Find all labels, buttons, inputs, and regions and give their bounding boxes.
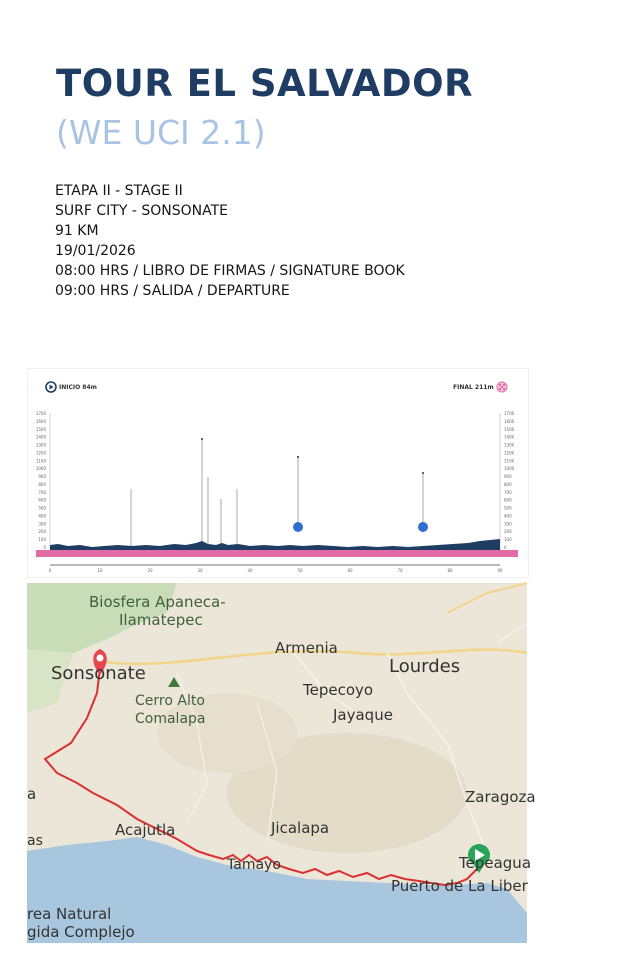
sprint-marker <box>418 522 428 532</box>
place-tamayo: Tamayo <box>227 857 281 873</box>
y-tick-label: 1100 <box>35 458 46 464</box>
place-comalapa: Comalapa <box>135 711 206 727</box>
y-tick-label: 1400 <box>35 434 46 440</box>
place-lourdes: Lourdes <box>389 656 461 677</box>
place-protegida: gida Complejo <box>27 923 135 941</box>
y-tick-label: 1200 <box>504 450 515 456</box>
y-tick-label: 500 <box>38 505 46 511</box>
signature-time: 08:00 HRS / LIBRO DE FIRMAS / SIGNATURE BOOK <box>55 263 405 279</box>
place-jayaque: Jayaque <box>333 706 393 724</box>
elevation-profile <box>27 368 529 578</box>
y-tick-label: 900 <box>38 474 46 480</box>
finish-flag-icon <box>497 382 507 392</box>
y-tick-label: 1000 <box>35 466 46 472</box>
x-tick-label: 50 <box>297 568 303 573</box>
stage-date: 19/01/2026 <box>55 243 136 259</box>
x-tick-label: 10 <box>97 568 103 573</box>
y-tick-label: 1300 <box>504 442 515 448</box>
y-tick-label: 0 <box>43 545 46 550</box>
x-tick-label: 80 <box>447 568 453 573</box>
profile-distance-band <box>36 550 518 557</box>
y-tick-label: 800 <box>38 481 46 487</box>
y-tick-label: 700 <box>38 489 46 495</box>
place-ilamatepec: Ilamatepec <box>119 611 203 629</box>
x-tick-label: 90 <box>497 568 503 573</box>
place-cerro-alto: Cerro Alto <box>135 693 205 709</box>
y-tick-label: 200 <box>38 529 46 535</box>
y-tick-label: 200 <box>504 529 512 535</box>
x-tick-label: 0 <box>48 568 52 573</box>
place-puerto-libertad: Puerto de La Liber <box>391 877 528 895</box>
y-tick-label: 600 <box>504 497 512 503</box>
y-tick-label: 300 <box>38 521 46 527</box>
y-tick-label: 100 <box>504 537 512 543</box>
y-tick-label: 1000 <box>504 466 515 472</box>
stage-distance: 91 KM <box>55 223 99 239</box>
y-tick-label: 0 <box>504 545 507 550</box>
x-tick-label: 30 <box>197 568 203 573</box>
place-jicalapa: Jicalapa <box>271 819 330 837</box>
y-tick-label: 1200 <box>35 450 46 456</box>
stage-info <box>55 181 405 301</box>
x-tick-label: 70 <box>397 568 403 573</box>
y-tick-label: 100 <box>38 537 46 543</box>
x-tick-label: 20 <box>147 568 153 573</box>
y-tick-label: 1500 <box>35 426 46 432</box>
y-tick-label: 400 <box>504 513 512 519</box>
x-tick-label: 40 <box>247 568 253 573</box>
elevation-profile-graphic <box>28 369 528 577</box>
place-tepecoyo: Tepecoyo <box>303 681 374 699</box>
x-tick-label: 60 <box>347 568 353 573</box>
departure-time: 09:00 HRS / SALIDA / DEPARTURE <box>55 283 290 299</box>
place-biosfera: Biosfera Apaneca- <box>89 593 226 611</box>
event-title: TOUR EL SALVADOR <box>56 62 474 105</box>
place-sonsonate: Sonsonate <box>51 663 146 684</box>
place-armenia: Armenia <box>275 639 338 657</box>
y-tick-label: 700 <box>504 489 512 495</box>
sprint-marker <box>293 522 303 532</box>
y-tick-label: 1600 <box>504 418 515 424</box>
place-acajutla: Acajutla <box>115 821 176 839</box>
route-map-graphic <box>27 583 536 943</box>
route-map[interactable] <box>27 583 536 943</box>
start-label: INICIO 84m <box>59 384 97 391</box>
place-tepeagua: Tepeagua <box>459 854 532 872</box>
climb-markers <box>131 438 428 547</box>
y-tick-label: 800 <box>504 481 512 487</box>
y-tick-label: 500 <box>504 505 512 511</box>
y-tick-label: 1100 <box>504 458 515 464</box>
stage-number: ETAPA II - STAGE II <box>55 183 183 199</box>
stage-route: SURF CITY - SONSONATE <box>55 203 228 219</box>
y-tick-label: 1700 <box>35 411 46 416</box>
y-tick-label: 900 <box>504 474 512 480</box>
place-zaragoza: Zaragoza <box>465 788 536 806</box>
place-a: a <box>27 785 37 803</box>
y-tick-label: 1300 <box>35 442 46 448</box>
y-tick-label: 300 <box>504 521 512 527</box>
place-area-natural: rea Natural <box>27 905 112 923</box>
event-category: (WE UCI 2.1) <box>56 113 266 152</box>
y-tick-label: 600 <box>38 497 46 503</box>
finish-label: FINAL 211m <box>453 384 494 391</box>
y-tick-label: 1600 <box>35 418 46 424</box>
y-tick-label: 400 <box>38 513 46 519</box>
y-tick-label: 1700 <box>504 411 515 416</box>
elevation-area <box>50 539 500 551</box>
y-tick-label: 1400 <box>504 434 515 440</box>
mountain-icon <box>168 677 180 687</box>
y-tick-label: 1500 <box>504 426 515 432</box>
place-as: as <box>27 833 43 849</box>
